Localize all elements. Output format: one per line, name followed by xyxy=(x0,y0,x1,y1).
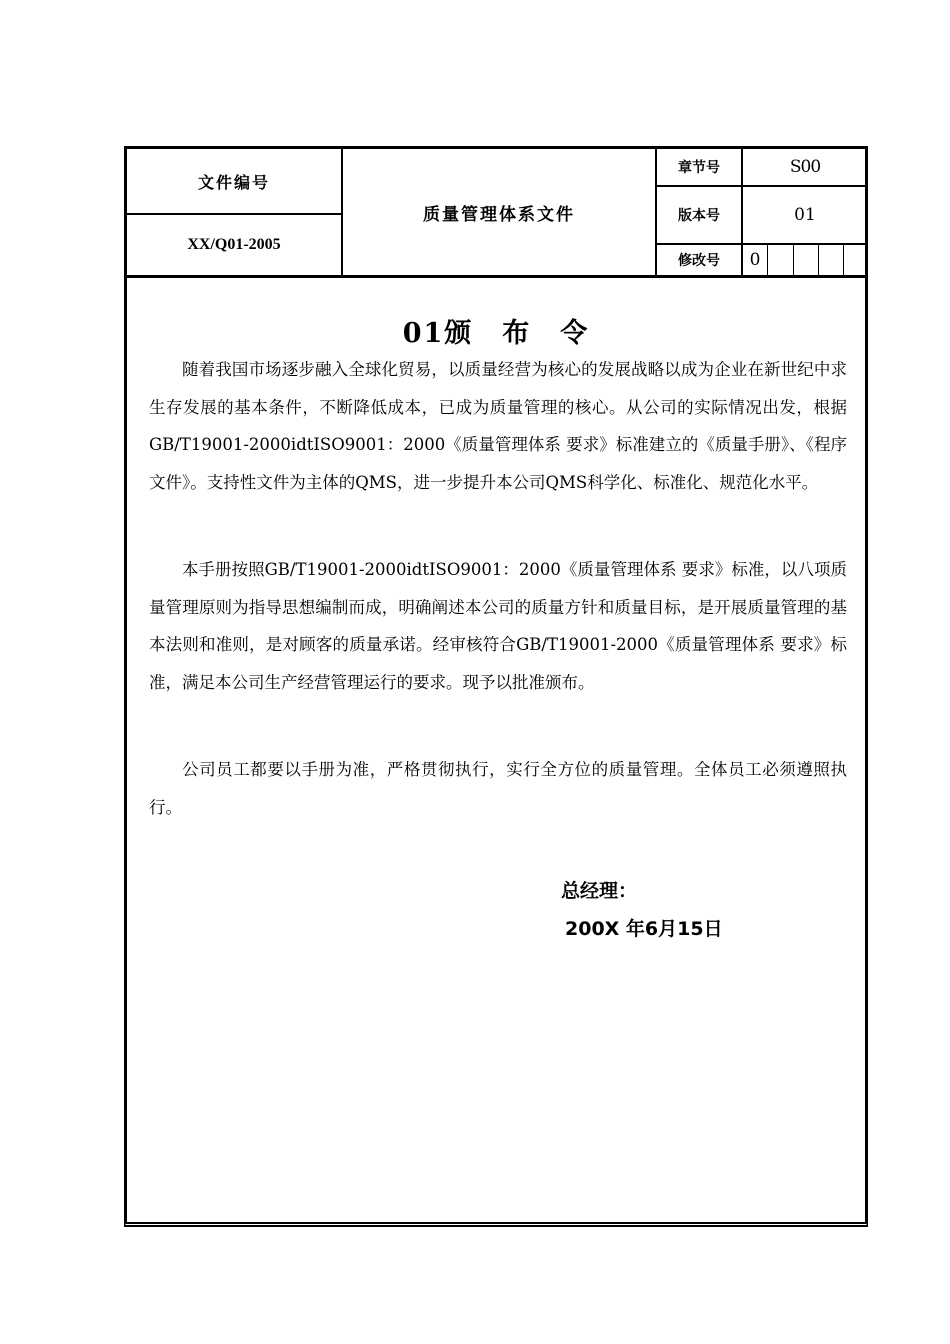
signature-date: 200X 年6月15日 xyxy=(565,918,723,940)
document-header-table xyxy=(127,149,865,278)
chapter-value: S00 xyxy=(789,157,821,177)
version-label: 版本号 xyxy=(678,208,720,224)
paragraph-1: 随着我国市场逐步融入全球化贸易，以质量经营为核心的发展战略以成为企业在新世纪中求生存发展的基本条件，不断降低成本，已成为质量管理的核心。从公司的实际情况出发，根据GB/T19001-2000idtISO9001：2000《质量管理体系 要求》标准建立的《质量手册》、《程序文件》。支持性文件为主体的QMS，进一步提升本公司QMS科学化、标准化、规范化水平。 xyxy=(149,360,847,492)
doc-number-value: XX/Q01-2005 xyxy=(187,236,281,253)
paragraph-2: 本手册按照GB/T19001-2000idtISO9001：2000《质量管理体系 要求》标准，以八项质量管理原则为指导思想编制而成，明确阐述本公司的质量方针和质量目标，是开展质量管理的基本法则和准则，是对顾客的质量承诺。经审核符合GB/T19001-2000《质量管理体系 要求》标准，满足本公司生产经营管理运行的要求。现予以批准颁布。 xyxy=(149,560,847,692)
version-value: 01 xyxy=(794,205,816,225)
doc-title-header: 质量管理体系文件 xyxy=(423,204,575,225)
signature-title: 总经理： xyxy=(561,880,638,902)
revision-label: 修改号 xyxy=(678,253,720,269)
decree-title: 01颁 布 令 xyxy=(402,318,590,349)
chapter-label: 章节号 xyxy=(678,160,720,176)
revision-value: 0 xyxy=(749,250,761,270)
document-frame xyxy=(124,146,868,1227)
paragraph-3: 公司员工都要以手册为准，严格贯彻执行，实行全方位的质量管理。全体员工必须遵照执行。 xyxy=(149,760,847,817)
doc-number-label: 文件编号 xyxy=(197,172,270,192)
